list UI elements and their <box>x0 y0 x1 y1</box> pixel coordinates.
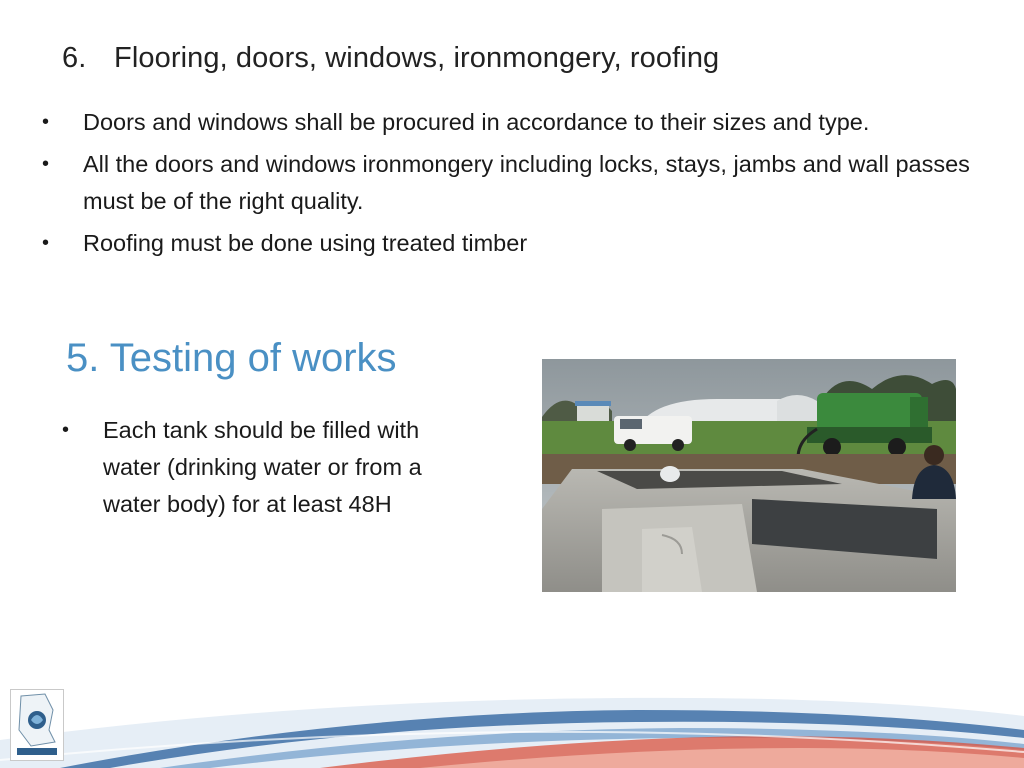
section-6-title: Flooring, doors, windows, ironmongery, roofing <box>114 42 720 74</box>
footer-wave-decoration <box>0 660 1024 768</box>
bullet-text: Roofing must be done using treated timber <box>83 230 528 256</box>
bullet-icon: • <box>42 111 50 133</box>
bullet-text: All the doors and windows ironmongery including locks, stays, jambs and wall passes must be of the right quality. <box>83 151 970 214</box>
section-6-number: 6. <box>62 42 87 74</box>
section-6-bullet-list <box>42 104 972 267</box>
bullet-icon: • <box>62 419 70 441</box>
section-6-heading <box>62 42 719 75</box>
bullet-item <box>42 104 972 141</box>
section-5-bullet-list <box>62 412 482 523</box>
section-5-heading: 5. Testing of works <box>66 336 397 380</box>
bullet-text: Doors and windows shall be procured in accordance to their sizes and type. <box>83 109 870 135</box>
bullet-item <box>42 146 972 220</box>
organization-logo <box>10 689 64 761</box>
bullet-item <box>42 225 972 262</box>
tank-testing-photo <box>542 359 956 592</box>
bullet-item <box>62 412 482 523</box>
bullet-text: Each tank should be filled with water (drinking water or from a water body) for at least 48H <box>103 417 422 517</box>
bullet-icon: • <box>42 153 50 175</box>
bullet-icon: • <box>42 232 50 254</box>
